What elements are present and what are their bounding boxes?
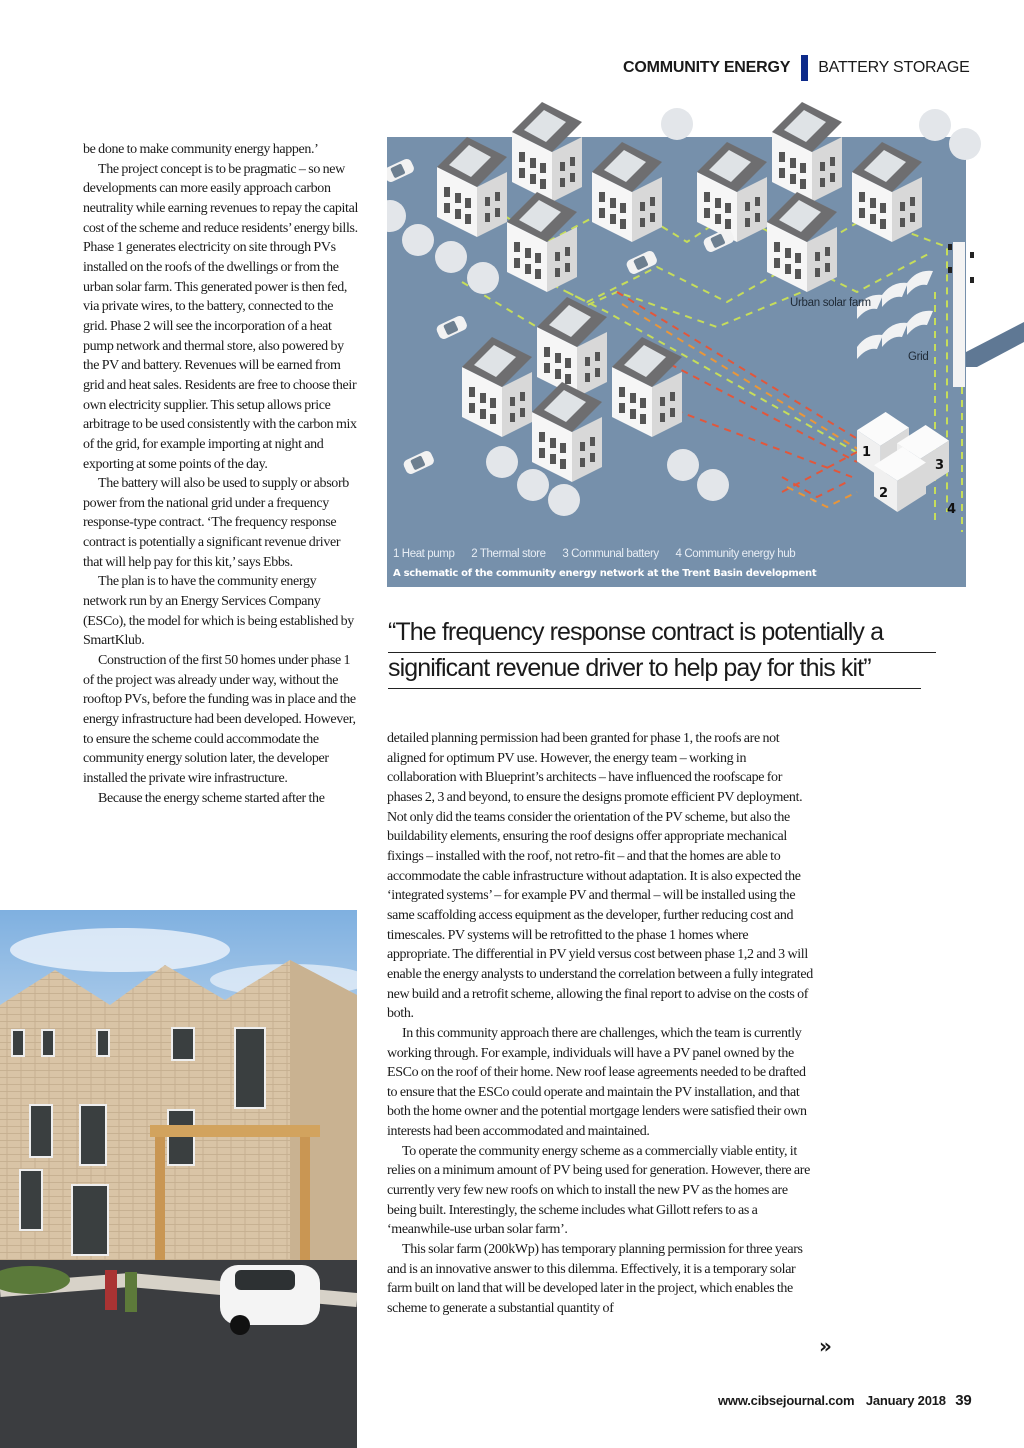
window <box>550 454 556 464</box>
window <box>610 198 616 208</box>
window <box>455 193 461 203</box>
window <box>825 247 830 256</box>
house <box>772 102 842 202</box>
paragraph: The project concept is to be pragmatic – so new developments can more easily approach carbon neutrality while earning revenues to repay the capital cost of the scheme and reduce residents’ energy bills. Phase 1 generates electricity on site through PVs installed on the roofs of the dwellings or from the urban solar farm. This generated power is then fed, via private wires, to the battery, connected to the grid. Phase 2 will see the incorporation of a heat pump network and thermal store, also powered by the PV and battery. Revenues will be earned from grid and heat sales. Residents are free to choose their own electricity supplier. This setup allows price arbitrage to be used consistently with the carbon mix of the grid, for example importing at night and exporting at some points of the day. <box>83 161 358 472</box>
window <box>779 152 785 162</box>
legend-item: 3 Communal battery <box>562 548 659 560</box>
window <box>715 214 721 224</box>
window <box>580 442 585 451</box>
subsection-label: BATTERY STORAGE <box>818 59 970 76</box>
tree <box>486 446 518 478</box>
window <box>530 174 536 184</box>
window <box>485 197 490 206</box>
paragraph: be done to make community energy happen.’ <box>83 142 319 157</box>
window <box>785 248 791 258</box>
window <box>544 363 550 373</box>
window <box>725 219 731 229</box>
paragraph: detailed planning permission had been granted for phase 1, the roofs are not aligned for optimum PV use. However, the energy team – working in collaboration with Blueprint’s architects – have influenced the roofscape for phases 2, 3 and beyond, to ensure the designs promote efficient PV deployment. Not only did the teams consider the orientation of the PV scheme, but also the buildability elements, ensuring the roof designs offer appropriate mechanical fixings – installed with the roof, not retro-fit – and that the homes are able to accommodate the cable infrastructure without adaptation. It is also expected the ‘integrated systems’ – for example PV and thermal – will be installed using the same scaffolding access equipment as the developer, further reducing cost and timescales. PV systems will be retrofitted to the phase 1 homes where appropriate. The differential in PV yield versus cost between phase 1,2 and 3 will enable the energy analysts to understand the correlation between a fully integrated new build and a retrofit scheme, allowing the final report to advise on the costs of both. <box>387 731 813 1022</box>
window <box>870 214 876 224</box>
window <box>745 218 750 227</box>
window <box>815 268 820 277</box>
paragraph: The battery will also be used to supply or absorb power from the national grid under a frequency response-type contract. ‘The frequency response contract is potentially a significant revenue driver that will help pay for this kit,’ says Ebbs. <box>83 476 349 570</box>
window <box>630 393 636 403</box>
tree <box>467 262 499 294</box>
window <box>585 357 590 366</box>
community-energy-schematic <box>387 92 1024 588</box>
window <box>790 174 796 184</box>
window <box>495 208 500 217</box>
window <box>755 197 760 206</box>
window <box>795 269 801 279</box>
window <box>870 198 876 208</box>
tree <box>949 128 981 160</box>
window <box>544 347 550 357</box>
window <box>469 387 475 397</box>
window <box>820 178 825 187</box>
window <box>630 409 636 419</box>
pylon-insulator <box>970 252 974 258</box>
page-footer <box>718 1392 972 1409</box>
window <box>795 253 801 263</box>
window <box>595 368 600 377</box>
window <box>745 202 750 211</box>
window <box>535 269 541 279</box>
window <box>580 458 585 467</box>
window <box>610 214 616 224</box>
window <box>859 192 865 202</box>
window <box>670 408 675 417</box>
window <box>555 353 561 363</box>
window <box>565 374 571 384</box>
marker-thermal-store: 2 <box>879 486 889 501</box>
window <box>550 438 556 448</box>
window <box>514 242 520 252</box>
footer-url[interactable]: www.cibsejournal.com <box>718 1393 855 1408</box>
window <box>650 197 655 206</box>
pull-quote-line-1: “The frequency response contract is potentially a <box>388 618 936 653</box>
window <box>539 448 545 458</box>
tree <box>402 224 434 256</box>
tree <box>548 484 580 516</box>
window <box>779 168 785 178</box>
window <box>859 208 865 218</box>
window <box>599 192 605 202</box>
paragraph: This solar farm (200kWp) has temporary planning permission for three years and is an innovative answer to this dilemma. Effectively, it is a temporary solar farm built on land that will be developed later in the project, which enables the scheme to generate a substantial quantity of <box>387 1242 803 1317</box>
marker-energy-hub: 4 <box>947 502 957 517</box>
window <box>570 157 575 166</box>
diagram-legend <box>393 548 809 560</box>
pull-quote-line-2: significant revenue driver to help pay for this kit” <box>388 654 921 689</box>
house <box>512 102 582 202</box>
window <box>619 387 625 397</box>
window <box>560 178 565 187</box>
window <box>774 258 780 268</box>
window <box>455 209 461 219</box>
left-column-text <box>83 140 359 808</box>
window <box>620 219 626 229</box>
legend-item: 1 Heat pump <box>393 548 455 560</box>
window <box>525 248 531 258</box>
marker-heat-pump: 1 <box>862 445 872 460</box>
window <box>585 373 590 382</box>
window <box>560 459 566 469</box>
window <box>555 268 560 277</box>
window <box>570 173 575 182</box>
window <box>640 414 646 424</box>
window <box>670 392 675 401</box>
window <box>785 264 791 274</box>
tree <box>919 109 951 141</box>
grid-shadow <box>966 322 1024 367</box>
tree <box>661 108 693 140</box>
housing-photo <box>0 910 357 1448</box>
paragraph: To operate the community energy scheme as a commercially viable entity, it relies on a minimum amount of PV being used for generation. However, there are currently very few new roofs on which to install the new PV as the homes are being built. Interestingly, the scheme includes what Gillott refers to as a ‘meanwhile-use urban solar farm’. <box>387 1143 810 1238</box>
paragraph: Because the energy scheme started after the <box>98 790 325 806</box>
window <box>565 358 571 368</box>
window <box>465 198 471 208</box>
window <box>519 168 525 178</box>
window <box>539 432 545 442</box>
window <box>535 253 541 263</box>
window <box>514 258 520 268</box>
window <box>650 213 655 222</box>
window <box>620 203 626 213</box>
window <box>725 203 731 213</box>
terraced-houses-image <box>0 910 357 1448</box>
window <box>444 203 450 213</box>
window <box>880 203 886 213</box>
window <box>555 252 560 261</box>
window <box>465 214 471 224</box>
window <box>565 263 570 272</box>
window <box>485 213 490 222</box>
window <box>660 413 665 422</box>
window <box>900 218 905 227</box>
window <box>595 352 600 361</box>
window <box>469 403 475 413</box>
window <box>910 197 915 206</box>
continued-arrow-icon: » <box>819 1334 832 1358</box>
window <box>599 208 605 218</box>
schematic-illustration <box>387 92 1024 588</box>
window <box>774 242 780 252</box>
window <box>820 162 825 171</box>
window <box>540 179 546 189</box>
running-header <box>623 55 970 81</box>
window <box>790 158 796 168</box>
window <box>880 219 886 229</box>
window <box>510 413 515 422</box>
paragraph: The plan is to have the community energy network run by an Energy Services Company (ESCo), the model for which is being established by SmartKlub. <box>83 574 354 649</box>
window <box>560 162 565 171</box>
window <box>490 398 496 408</box>
window <box>755 213 760 222</box>
window <box>490 414 496 424</box>
right-column-text <box>387 729 813 1319</box>
window <box>640 202 645 211</box>
grid-pylon <box>953 242 965 387</box>
paragraph: Construction of the first 50 homes under phase 1 of the project was already under way, without the rooftop PVs, before the funding was in place and the energy infrastructure had been developed. However, to ensure the scheme could accommodate the community energy solution later, the developer installed the private wire infrastructure. <box>83 653 356 786</box>
window <box>519 152 525 162</box>
page-number: 39 <box>955 1392 972 1409</box>
section-label: COMMUNITY ENERGY <box>623 59 791 76</box>
legend-item: 4 Community energy hub <box>675 548 796 560</box>
window <box>495 192 500 201</box>
window <box>715 198 721 208</box>
window <box>800 163 806 173</box>
tree <box>697 469 729 501</box>
window <box>704 208 710 218</box>
legend-item: 2 Thermal store <box>471 548 546 560</box>
window <box>704 192 710 202</box>
window <box>590 437 595 446</box>
tree <box>517 469 549 501</box>
window <box>565 247 570 256</box>
window <box>825 263 830 272</box>
window <box>830 157 835 166</box>
solar-farm-label: Urban solar farm <box>790 297 871 309</box>
window <box>555 369 561 379</box>
window <box>510 397 515 406</box>
pylon-insulator <box>970 277 974 283</box>
window <box>480 409 486 419</box>
window <box>640 398 646 408</box>
window <box>640 218 645 227</box>
window <box>480 393 486 403</box>
pylon-insulator <box>948 244 952 250</box>
diagram-caption: A schematic of the community energy network at the Trent Basin development <box>393 568 817 579</box>
marker-communal-battery: 3 <box>935 458 945 473</box>
window <box>910 213 915 222</box>
window <box>900 202 905 211</box>
window <box>660 397 665 406</box>
footer-date: January 2018 <box>865 1393 946 1408</box>
window <box>815 252 820 261</box>
tree <box>435 241 467 273</box>
window <box>444 187 450 197</box>
window <box>520 392 525 401</box>
paragraph: In this community approach there are challenges, which the team is currently working through. For example, individuals will have a PV panel owned by the ESCo on the roof of their home. New roof lease agreements needed to be drafted to ensure that the ESCo could operate and maintain the PV installation, and that both the home owner and the potential mortgage lenders were satisfied their own interests had been accommodated and maintained. <box>387 1025 807 1140</box>
window <box>520 408 525 417</box>
window <box>560 443 566 453</box>
tree <box>667 449 699 481</box>
window <box>540 163 546 173</box>
window <box>619 403 625 413</box>
window <box>525 264 531 274</box>
header-divider <box>801 55 808 81</box>
window <box>830 173 835 182</box>
pylon-insulator <box>948 267 952 273</box>
window <box>590 453 595 462</box>
window <box>800 179 806 189</box>
grid-label: Grid <box>908 351 929 363</box>
window <box>530 158 536 168</box>
